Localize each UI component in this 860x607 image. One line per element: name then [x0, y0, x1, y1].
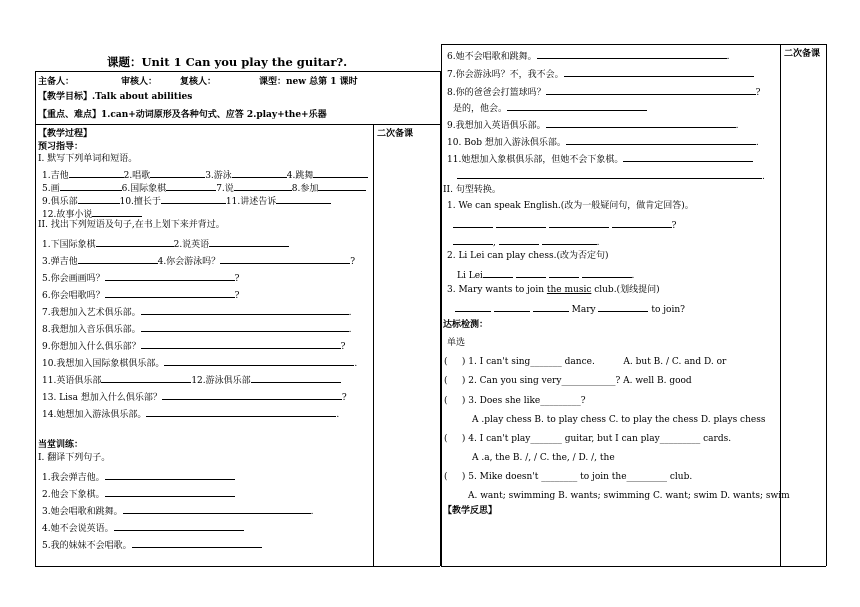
answer-line: ? — [453, 218, 676, 232]
list-item: . — [457, 169, 765, 183]
practice-heading: 当堂训练： — [38, 440, 84, 450]
page-title: 课题：Unit 1 Can you play the guitar?. — [107, 55, 348, 69]
list-item: 6.你会唱歌吗？ ? — [42, 288, 239, 302]
key-points: 【重点、难点】1.can+动词原形及各种句式、应答 2.play+the+乐器 — [38, 110, 327, 120]
answer-line: Li Lei . — [457, 268, 634, 282]
table-line — [35, 566, 440, 567]
question: ( ) 5. Mike doesn't ________ to join the_________ club. — [444, 472, 693, 482]
list-item: 4.她不会说英语。 — [42, 521, 244, 535]
second-prep-label: 二次备课 — [784, 49, 821, 59]
list-item: 6.她不会唱歌和跳舞。 . — [447, 49, 729, 63]
question: ( ) 4. I can't play_______ guitar, but I can play_________ cards. — [444, 434, 732, 444]
list-item: 3.弹吉他 4.你会游泳吗？ ? — [42, 254, 355, 268]
section-heading: I. 翻译下列句子。 — [38, 453, 111, 463]
test-heading: 达标检测： — [443, 320, 489, 330]
list-item: 13. Lisa 想加入什么俱乐部？ ? — [42, 390, 347, 404]
table-line — [441, 566, 826, 567]
lesson-type: 课型：new 总第 1 课时 — [259, 77, 358, 87]
teaching-goal: 【教学目标】.Talk about abilities — [38, 92, 193, 102]
list-item: 1. We can speak English.(改为一般疑问句，做肯定回答)。 — [447, 201, 694, 211]
list-item: 7.你会游泳吗？不，我不会。 — [447, 67, 754, 81]
answer-options: A .play chess B. to play chess C. to play the chess D. plays chess — [472, 415, 766, 425]
table-line — [441, 44, 442, 566]
reflection-heading: 【教学反思】 — [443, 506, 498, 516]
answer-options: A. want; swimming B. wants; swimming C. want; swim D. wants; swim — [468, 491, 790, 501]
section-heading: II. 句型转换。 — [443, 185, 501, 195]
question-type: 单选 — [447, 338, 466, 348]
list-item: 2.他会下象棋。 — [42, 487, 235, 501]
table-line — [373, 124, 374, 566]
list-item: 5.你会画画吗？ ? — [42, 271, 239, 285]
table-line — [826, 44, 827, 566]
section-heading: II. 找出下列短语及句子,在书上划下来并背过。 — [38, 220, 225, 230]
table-line — [35, 71, 440, 72]
table-line — [35, 124, 440, 125]
second-prep-label: 二次备课 — [377, 129, 414, 139]
list-item: 9.你想加入什么俱乐部？ ? — [42, 339, 345, 353]
vocab-row: 1.吉他 2.唱歌 3.游泳 4.跳舞 — [42, 168, 368, 182]
list-item: 是的，他会。 — [453, 101, 647, 115]
vocab-row: 9.俱乐部 10.擅长于 11.讲述告诉 — [42, 194, 331, 208]
question: ( ) 3. Does she like_________? — [444, 396, 586, 406]
answer-line: Mary to join? — [455, 302, 685, 316]
list-item: 14.她想加入游泳俱乐部。 . — [42, 407, 339, 421]
list-item: 3. Mary wants to join the music club.(划线提问) — [447, 285, 660, 295]
table-line — [35, 71, 36, 566]
vocab-row: 5.画 6.国际象棋 7.说 8.参加 — [42, 181, 366, 195]
table-line — [441, 44, 826, 45]
list-item: 1.下国际象棋 2.说英语 — [42, 237, 289, 251]
list-item: 5.我的妹妹不会唱歌。 — [42, 538, 262, 552]
list-item: 11.她想加入象棋俱乐部，但她不会下象棋。 — [447, 152, 753, 166]
list-item: 3.她会唱歌和跳舞。 . — [42, 504, 313, 518]
list-item: 8.我想加入音乐俱乐部。 . — [42, 322, 351, 336]
reviewer-label: 审核人： — [121, 77, 158, 87]
list-item: 9.我想加入英语俱乐部。 . — [447, 118, 738, 132]
list-item: 10.我想加入国际象棋俱乐部。 . — [42, 356, 357, 370]
vocab-row: 12.故事小说 — [42, 207, 142, 221]
preparer-label: 主备人： — [38, 77, 75, 87]
list-item: 1.我会弹吉他。 — [42, 470, 235, 484]
list-item: 7.我想加入艺术俱乐部。 . — [42, 305, 351, 319]
answer-options: A .a, the B. /, / C. the, / D. /, the — [472, 453, 615, 463]
checker-label: 复核人： — [180, 77, 217, 87]
question: ( ) 2. Can you sing very____________? A. well B. good — [444, 376, 692, 386]
list-item: 8.你的爸爸会打篮球吗？ ? — [447, 85, 760, 99]
list-item: 2. Li Lei can play chess.(改为否定句) — [447, 251, 609, 261]
question: ( ) 1. I can't sing_______ dance. A. but B. / C. and D. or — [444, 357, 727, 367]
answer-line: , . — [453, 235, 600, 249]
process-heading: 【教学过程】 — [38, 129, 93, 139]
list-item: 10. Bob 想加入游泳俱乐部。 . — [447, 135, 759, 149]
section-heading: I. 默写下列单词和短语。 — [38, 154, 138, 164]
preview-heading: 预习指导： — [38, 142, 84, 152]
list-item: 11.英语俱乐部 12.游泳俱乐部 — [42, 373, 341, 387]
table-line — [780, 44, 781, 566]
